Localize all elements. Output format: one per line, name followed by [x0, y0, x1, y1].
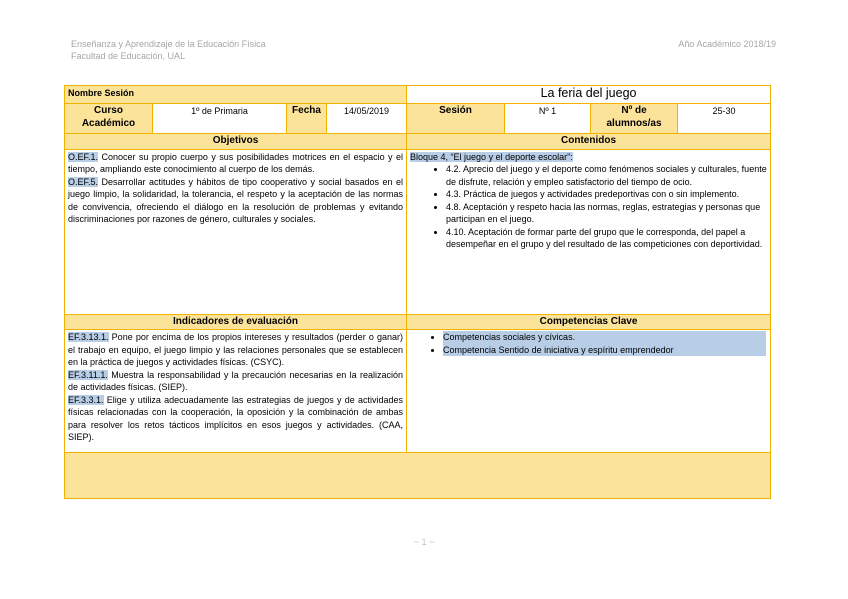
course-value: 1º de Primaria	[153, 104, 287, 134]
page-number: ~ 1 ~	[413, 537, 435, 547]
course-name: Enseñanza y Aprendizaje de la Educación Física	[71, 39, 266, 49]
indicator-item	[68, 369, 403, 394]
indicators-header: Indicadores de evaluación	[65, 314, 407, 330]
list-item: • Competencias sociales y cívicas.	[443, 331, 766, 344]
session-title: La feria del juego	[407, 86, 771, 104]
objective-item	[68, 151, 403, 176]
indicator-item	[68, 394, 403, 444]
academic-year: Año Académico 2018/19	[678, 39, 776, 49]
competences-cell	[407, 330, 771, 453]
session-sheet	[64, 85, 770, 503]
session-name-label: Nombre Sesión	[65, 86, 407, 104]
date-value: 14/05/2019	[327, 104, 407, 134]
indicator-code: EF.3.11.1.	[68, 369, 108, 380]
indicator-text: Pone por encima de los propios intereses y resultados (perder o ganar) el trabajo en equipo, el juego limpio y las relaciones personales que se establecen en la práctica de juegos y actividades físicas. (CSYC).	[68, 332, 404, 367]
indicators-cell	[65, 330, 407, 453]
students-label: Nº de alumnos/as	[591, 104, 678, 134]
indicator-item	[68, 331, 403, 369]
list-item: • 4.8. Aceptación y respeto hacia las normas, reglas, estrategias y personas que participan en el juego.	[446, 201, 767, 226]
document-header-left	[71, 38, 266, 62]
objectives-header: Objetivos	[65, 134, 407, 150]
contents-block-title: Bloque 4, “El juego y el deporte escolar”:	[410, 151, 573, 162]
objective-code: O.EF.1.	[68, 151, 99, 162]
empty-notes-row	[65, 453, 771, 499]
competences-list	[421, 331, 766, 356]
list-item: • 4.10. Aceptación de formar parte del grupo que le corresponda, del papel a desempeñar en el grupo y del resultado de las competiciones con deportividad.	[446, 226, 767, 251]
list-item: • 4.3. Práctica de juegos y actividades predeportivas con o sin implemento.	[446, 188, 767, 201]
objective-item	[68, 176, 403, 226]
objective-code: O.EF.5.	[68, 176, 99, 187]
objective-text: Conocer su propio cuerpo y sus posibilidades motrices en el espacio y el tiempo, ampliando este conocimiento al cuerpo de los demás.	[68, 151, 404, 174]
faculty-name: Facultad de Educación, UAL	[71, 51, 186, 61]
objectives-cell	[65, 149, 407, 314]
session-number-value: Nº 1	[505, 104, 591, 134]
indicator-code: EF.3.3.1.	[68, 394, 104, 405]
indicator-text: Elige y utiliza adecuadamente las estrategias de juegos y de actividades físicas relacionadas con la cooperación, la oposición y la combinación de ambas para resolver los retos tácticos implícitos en esos juegos y actividades. (CAA, SIEP).	[68, 394, 404, 442]
contents-header: Contenidos	[407, 134, 771, 150]
objective-text: Desarrollar actitudes y hábitos de tipo cooperativo y social basados en el juego limpio, la solidaridad, la tolerancia, el respeto y la aceptación de las normas de convivencia, ofreciendo el diálogo en la resolución de problemas y evitando discriminaciones por razones de género, culturales y sociales.	[68, 176, 404, 224]
list-item: • 4.2. Aprecio del juego y el deporte como fenómenos sociales y culturales, fuente de disfrute, relación y empleo satisfactorio del tiempo de ocio.	[446, 163, 767, 188]
competences-header: Competencias Clave	[407, 314, 771, 330]
contents-list	[410, 163, 767, 251]
list-item: • Competencia Sentido de iniciativa y espíritu emprendedor	[443, 344, 766, 357]
session-number-label: Sesión	[407, 104, 505, 134]
indicator-code: EF.3.13.1.	[68, 332, 109, 342]
contents-cell	[407, 149, 771, 314]
session-table	[64, 85, 771, 499]
indicator-text: Muestra la responsabilidad y la precaución necesarias en la realización de actividades físicas. (SIEP).	[68, 369, 404, 392]
students-value: 25-30	[678, 104, 771, 134]
date-label: Fecha	[287, 104, 327, 134]
course-label: Curso Académico	[65, 104, 153, 134]
